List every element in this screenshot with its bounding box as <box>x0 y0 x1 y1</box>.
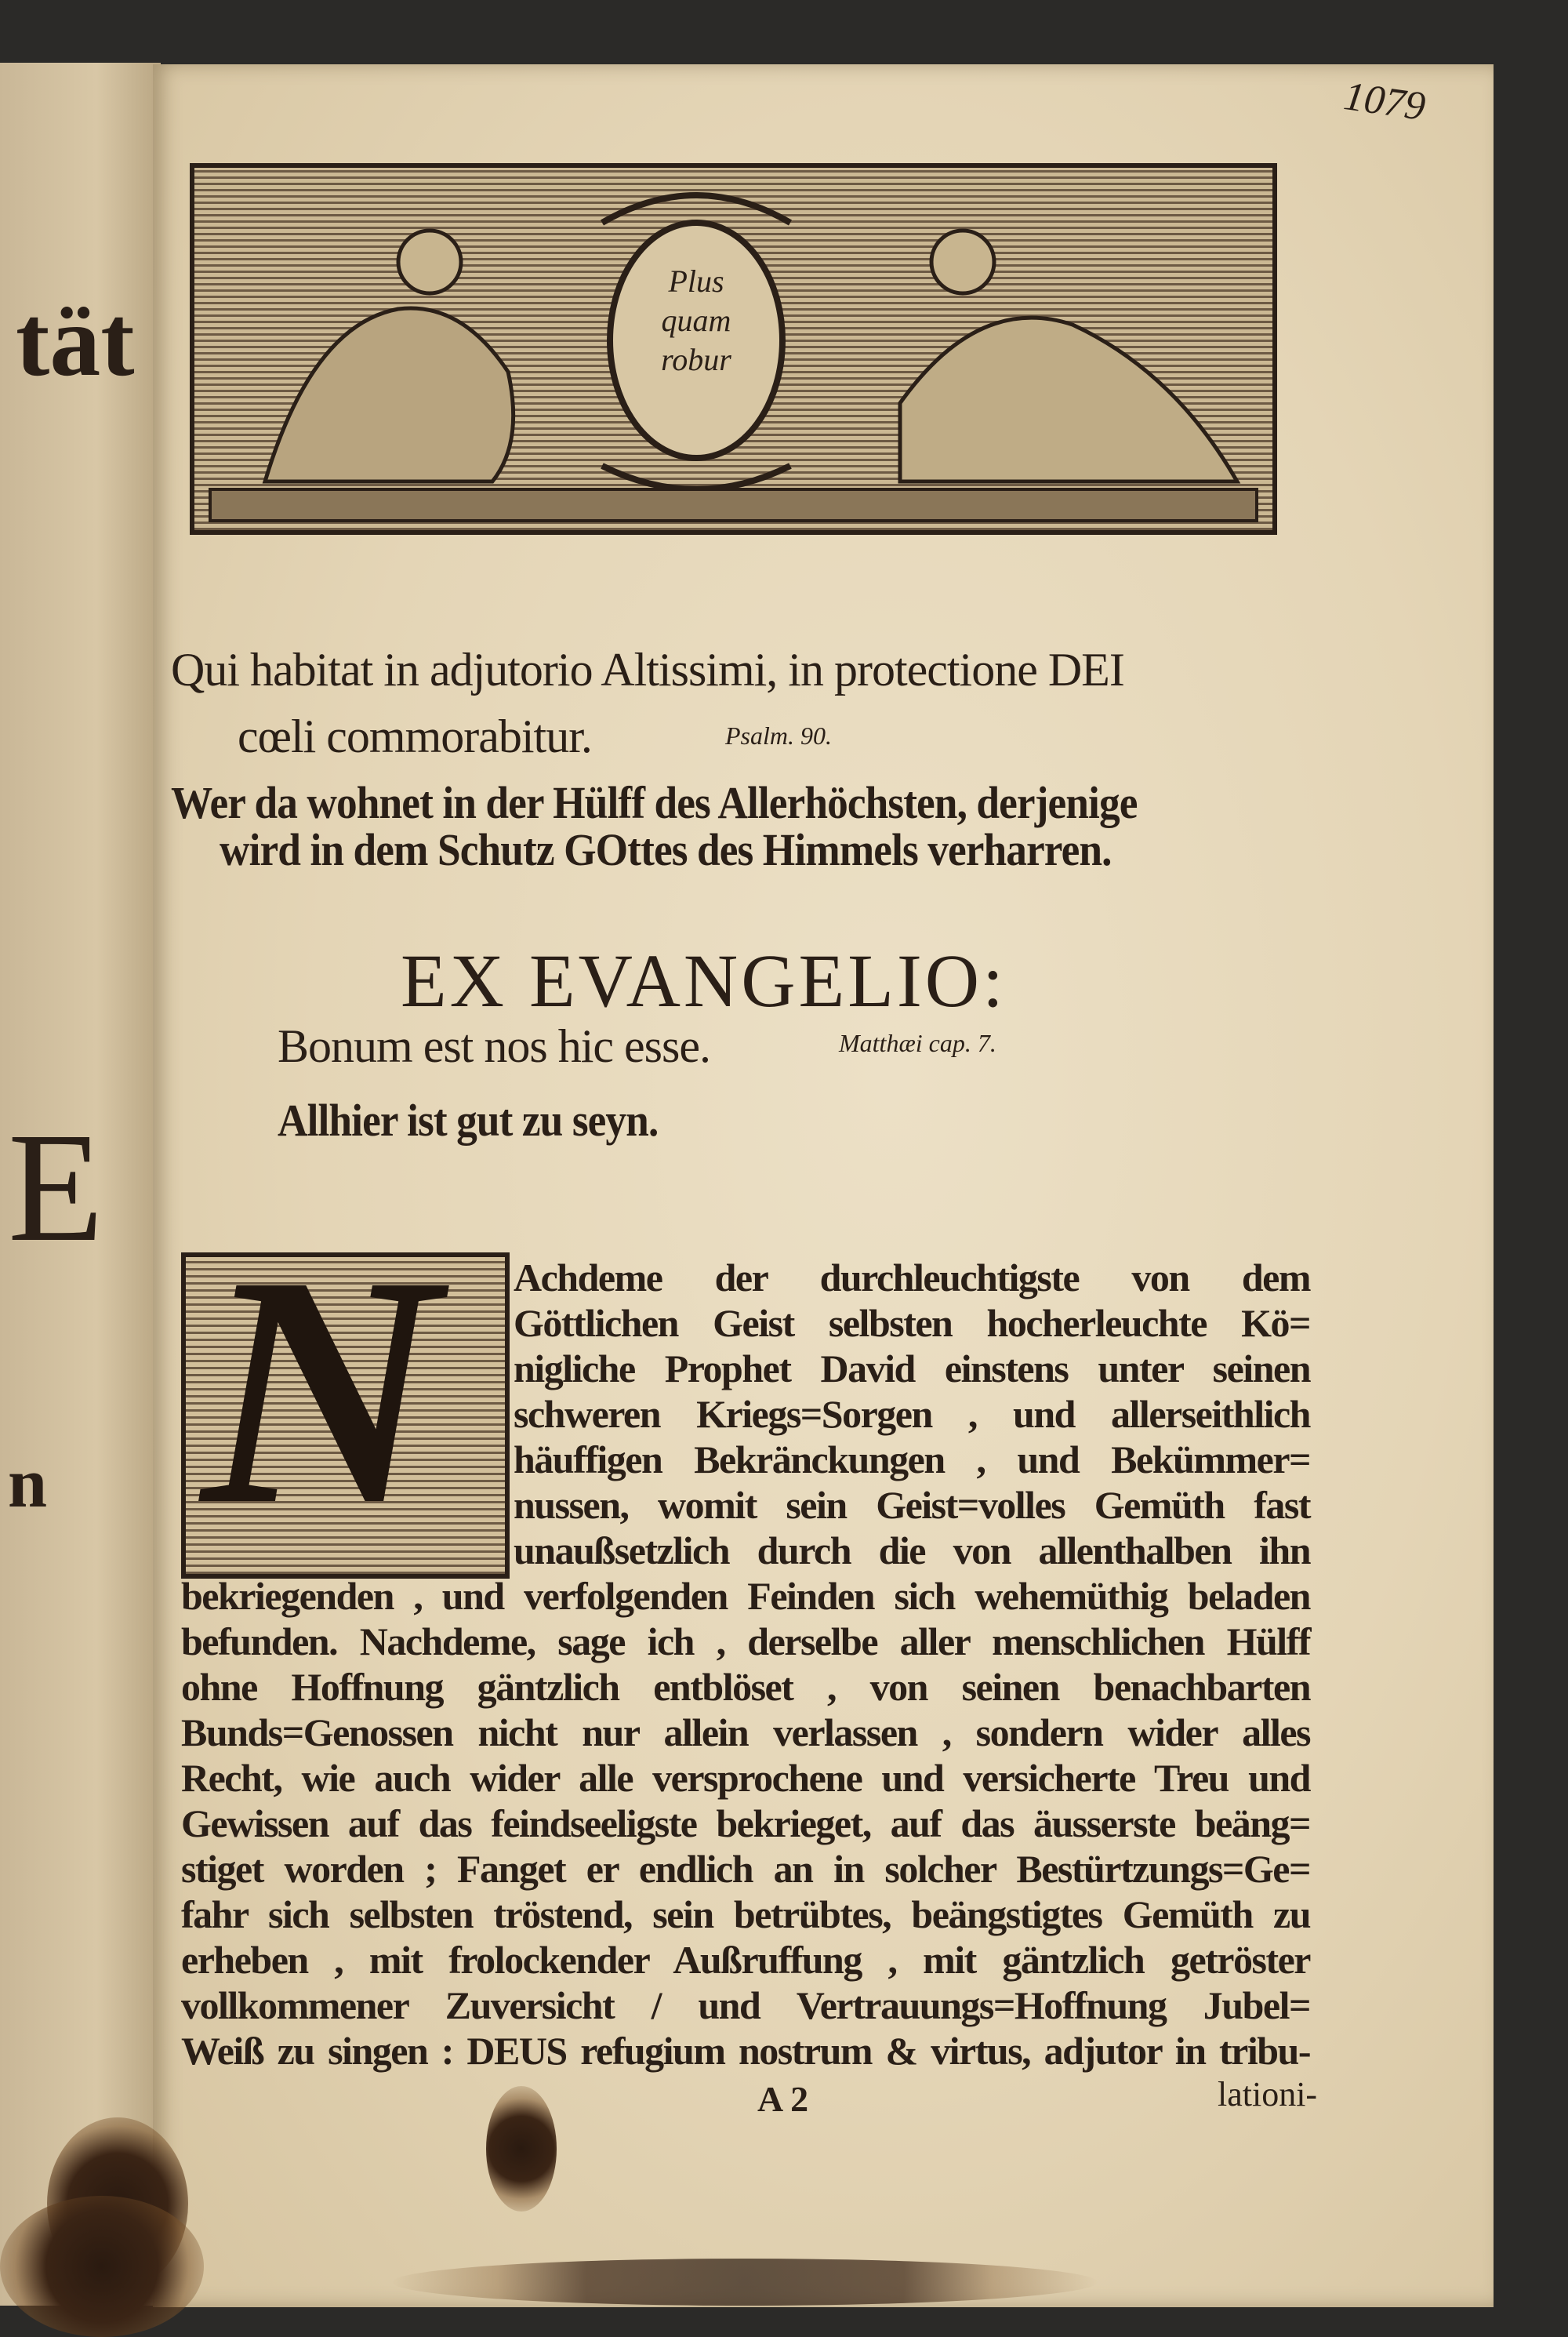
body-line: Gewissen auf das feindseeligste bekrieget, auf das äusserste beäng= <box>181 1801 1310 1845</box>
facing-page-fragment: tät <box>16 285 135 398</box>
gospel-reference: Matthæi cap. 7. <box>839 1029 996 1057</box>
psalm-reference: Psalm. 90. <box>725 721 832 750</box>
body-line: Recht, wie auch wider alle versprochene und versicherte Treu und <box>181 1756 1310 1800</box>
burn-mark <box>392 2259 1098 2306</box>
gospel-latin: Bonum est nos hic esse. <box>278 1020 710 1072</box>
psalm-german-line-2: wird in dem Schutz GOttes des Himmels verharren. <box>220 824 1112 875</box>
body-line: befunden. Nachdeme, sage ich , derselbe aller menschlichen Hülff <box>181 1619 1310 1663</box>
body-line: häuffigen Bekränckungen , und Bekümmer= <box>514 1437 1310 1481</box>
body-line: Weiß zu singen : DEUS refugium nostrum & virtus, adjutor in tribu- <box>181 2029 1310 2073</box>
facing-page <box>0 63 161 2306</box>
body-line: bekriegenden , und verfolgenden Feinden sich wehemüthig beladen <box>181 1574 1310 1618</box>
burn-mark <box>486 2086 557 2212</box>
body-line: unaußsetzlich durch die von allenthalben ihn <box>514 1528 1310 1572</box>
body-line: Göttlichen Geist selbsten hocherleuchte Kö= <box>514 1301 1310 1345</box>
body-line: vollkommener Zuversicht / und Vertrauungs=Hoffnung Jubel= <box>181 1983 1310 2027</box>
body-line: erheben , mit frolockender Außruffung , mit gäntzlich getröster <box>181 1938 1310 1982</box>
body-line: Bunds=Genossen nicht nur allein verlassen , sondern wider alles <box>181 1710 1310 1754</box>
body-text <box>181 1255 1310 2073</box>
body-line: schweren Kriegs=Sorgen , und allerseithlich <box>514 1392 1310 1436</box>
burn-mark <box>0 2196 204 2337</box>
banner-motto: Plus quam robur <box>661 264 731 377</box>
facing-page-fragment: n <box>8 1445 48 1522</box>
gospel-german: Allhier ist gut zu seyn. <box>278 1095 659 1146</box>
psalm-latin-line-2: cœli commorabitur. <box>238 711 592 762</box>
psalm-german-line-1: Wer da wohnet in der Hülff des Allerhöchsten, derjenige <box>171 777 1138 828</box>
psalm-latin-line-1: Qui habitat in adjutorio Altissimi, in protectione DEI <box>171 644 1124 696</box>
body-line: stiget worden ; Fanget er endlich an in solcher Bestürtzungs=Ge= <box>181 1847 1310 1891</box>
gospel-heading: EX EVANGELIO: <box>401 939 1007 1023</box>
facing-page-fragment: E <box>8 1101 104 1274</box>
body-line: nigliche Prophet David einstens unter seinen <box>514 1347 1310 1390</box>
folio-handwritten-number: 1079 <box>1341 74 1428 129</box>
body-line: Achdeme der durchleuchtigste von dem <box>514 1256 1310 1299</box>
initial-letter: N <box>201 1208 440 1572</box>
body-line: fahr sich selbsten tröstend, sein betrübtes, beängstigtes Gemüth zu <box>181 1892 1310 1936</box>
body-line: nussen, womit sein Geist=volles Gemüth fast <box>514 1483 1310 1527</box>
signature-mark: A 2 <box>757 2079 809 2119</box>
catchword: lationi- <box>1218 2075 1318 2113</box>
body-line: ohne Hoffnung gäntzlich entblöset , von seinen benachbarten <box>181 1665 1310 1709</box>
woodcut-banner <box>190 163 1277 535</box>
